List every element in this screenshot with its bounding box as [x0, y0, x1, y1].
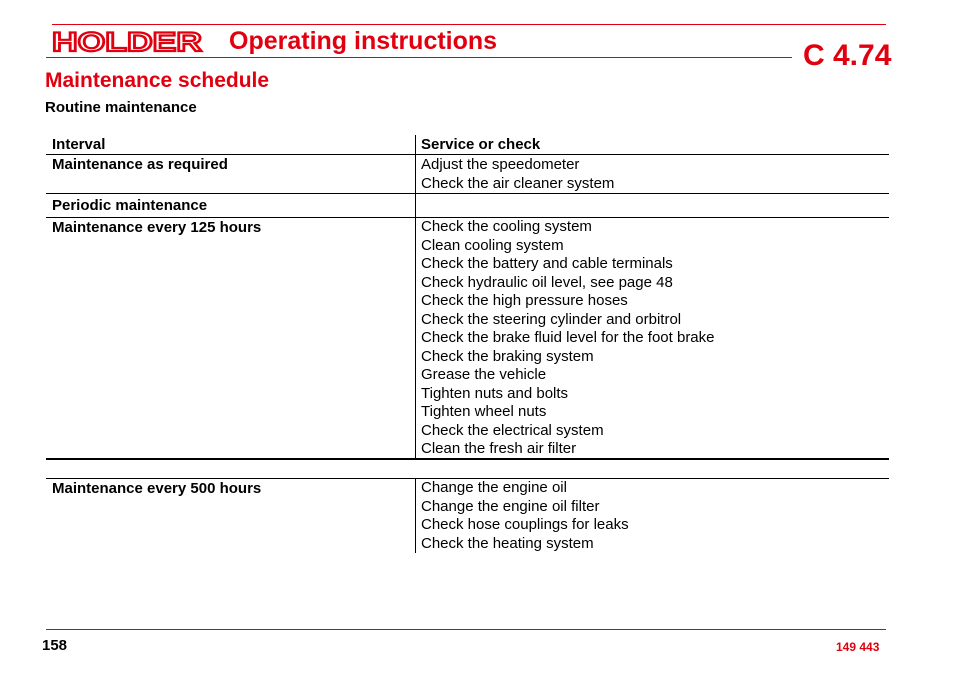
service-list-as-required	[421, 156, 614, 193]
service-item: Check hydraulic oil level, see page 48	[421, 273, 673, 291]
service-item: Check hose couplings for leaks	[421, 516, 629, 533]
service-list-every-125-hours	[421, 218, 715, 459]
section-title: Maintenance schedule	[45, 69, 270, 92]
service-item: Adjust the speedometer	[421, 156, 580, 173]
service-item: Check the air cleaner system	[421, 174, 615, 192]
interval-as-required: Maintenance as required	[52, 156, 228, 173]
svg-text:HOLDER: HOLDER	[52, 29, 202, 54]
header-top-rule	[52, 24, 886, 25]
service-item: Check the battery and cable terminals	[421, 255, 673, 272]
service-item: Check the steering cylinder and orbitrol	[421, 310, 682, 328]
service-item: Check the brake fluid level for the foot brake	[421, 329, 715, 346]
service-item: Tighten wheel nuts	[421, 403, 547, 420]
service-item: Check the braking system	[421, 347, 594, 365]
document-code: C 4.74	[803, 39, 892, 72]
header-bottom-rule	[46, 57, 792, 58]
interval-every-500-hours: Maintenance every 500 hours	[52, 480, 262, 497]
service-item: Clean cooling system	[421, 236, 564, 254]
interval-every-125-hours: Maintenance every 125 hours	[52, 219, 262, 236]
service-item: Check the heating system	[421, 534, 594, 552]
holder-logo	[52, 29, 204, 54]
document-title: Operating instructions	[229, 27, 498, 55]
periodic-maintenance-heading: Periodic maintenance	[52, 197, 208, 214]
column-header-interval: Interval	[52, 136, 106, 153]
table-rule	[46, 193, 889, 194]
column-divider	[415, 479, 416, 553]
document-number: 149 443	[836, 640, 880, 654]
page-number: 158	[42, 637, 68, 654]
service-item: Tighten nuts and bolts	[421, 384, 569, 402]
service-item: Check the cooling system	[421, 218, 592, 235]
subsection-title: Routine maintenance	[45, 99, 197, 116]
table-rule	[46, 458, 889, 460]
footer-rule	[46, 629, 886, 630]
service-item: Grease the vehicle	[421, 366, 547, 383]
service-item: Check the high pressure hoses	[421, 292, 628, 309]
column-header-service: Service or check	[421, 136, 541, 153]
service-item: Change the engine oil	[421, 479, 567, 496]
service-item: Change the engine oil filter	[421, 497, 600, 515]
table-rule	[46, 154, 889, 155]
column-divider	[415, 135, 416, 459]
service-list-every-500-hours	[421, 479, 629, 553]
service-item: Check the electrical system	[421, 421, 604, 439]
service-item: Clean the fresh air filter	[421, 440, 577, 457]
